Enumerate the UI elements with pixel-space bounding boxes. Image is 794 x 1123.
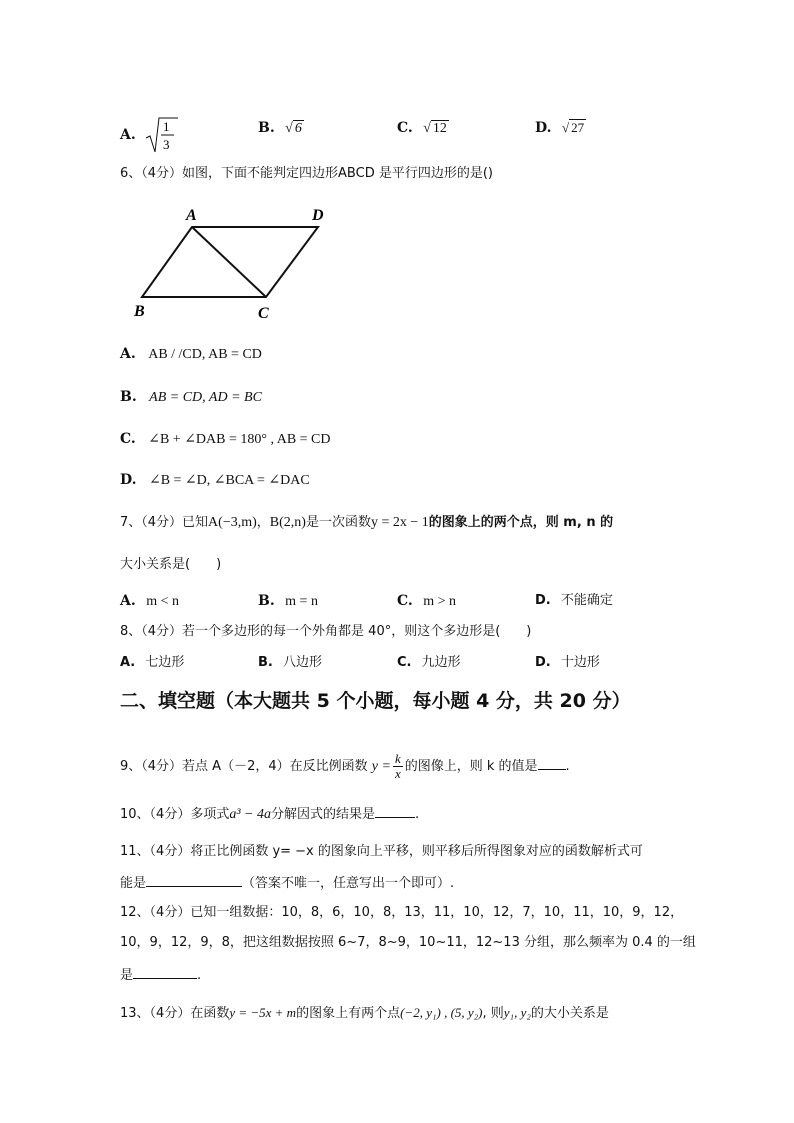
q10-end: . (415, 807, 420, 822)
linear-function: y = 2x − 1 (370, 515, 429, 530)
option-text: 不能确定 (560, 593, 613, 608)
q12-line3 (120, 964, 201, 986)
option-text: m = n (285, 594, 318, 609)
option-letter: A. (120, 655, 136, 670)
sqrt-expr: √ 6 (285, 121, 302, 136)
radicand: 6 (294, 121, 302, 136)
option-letter: D. (535, 120, 552, 136)
q5-option-a (120, 116, 178, 154)
q9-stem-b: 的图像上，则 k 的值是 (404, 759, 538, 774)
vertex-label-d: D (312, 207, 324, 224)
q7-option-d (535, 591, 613, 611)
q9-end: . (565, 759, 570, 774)
linear-function: y = −5x + m (229, 1005, 297, 1020)
q12-line3-a: 是 (120, 968, 134, 983)
option-text: ∠B + ∠DAB = 180° , AB = CD (148, 432, 331, 447)
option-letter: B. (258, 120, 275, 136)
option-text: m > n (423, 594, 457, 609)
q7-stem-line1 (120, 513, 613, 533)
option-letter: B. (258, 593, 275, 609)
q12-end: . (197, 968, 202, 983)
q12-line1: 12、（4分）已知一组数据：10，8，6，10，8，13，11，10，12，7，10，11，10，9，12， (120, 905, 684, 920)
q6-option-c (120, 429, 331, 450)
q11-line1: 11、（4分）将正比例函数 y= −x 的图象向上平移，则平移后所得图象对应的函数解析式可 (120, 844, 643, 859)
sqrt-one-third (144, 116, 178, 154)
fraction-k-over-x (393, 752, 403, 781)
q8-option-a (120, 653, 184, 673)
answer-blank[interactable] (133, 964, 197, 979)
q13-stem-c: , 则 (482, 1006, 504, 1021)
answer-blank[interactable] (538, 755, 566, 770)
q6-option-a (120, 344, 262, 365)
q5-option-d (535, 118, 586, 138)
option-letter: C. (397, 593, 413, 609)
svg-text:1: 1 (163, 119, 170, 134)
q6-option-d (120, 470, 310, 491)
option-text: AB = CD, AD = BC (149, 390, 262, 405)
q7-stem-c: 的图象上的两个点，则 m, n 的 (428, 515, 614, 530)
q7-stem-line2: 大小关系是( ) (120, 557, 222, 572)
q13-stem-d: 的大小关系是 (530, 1006, 609, 1021)
q9-stem-a: 9、（4分）若点 A（－2，4）在反比例函数 (120, 759, 368, 774)
q9-stem (120, 752, 570, 781)
q7-option-b (258, 591, 318, 612)
answer-blank[interactable] (146, 872, 242, 887)
option-letter: A. (120, 346, 136, 362)
option-letter: A. (120, 593, 136, 609)
denominator: x (394, 766, 401, 781)
q10-stem-b: 分解因式的结果是 (270, 807, 375, 822)
option-text: m < n (146, 594, 179, 609)
sqrt-expr: √ 12 (423, 121, 447, 136)
numerator: k (394, 751, 401, 766)
point-a: A(−3,m) (208, 515, 257, 530)
q7-stem-b: 是一次函数 (305, 515, 371, 530)
q11-line2-b: （答案不唯一，任意写出一个即可）. (242, 876, 455, 891)
q7-option-a (120, 591, 179, 612)
option-letter: D. (535, 593, 551, 608)
option-letter: D. (120, 472, 137, 488)
q13-stem (120, 1003, 609, 1024)
option-text: 十边形 (560, 655, 600, 670)
q7-stem-a: 7、（4分）已知 (120, 515, 209, 530)
vertex-label-c: C (258, 305, 269, 322)
option-text: 九边形 (421, 655, 461, 670)
q13-stem-b: 的图象上有两个点 (296, 1006, 401, 1021)
option-text: AB / /CD, AB = CD (148, 347, 262, 362)
option-letter: B. (120, 389, 137, 405)
option-text: 八边形 (283, 655, 323, 670)
y-variables: y₁, y₂ (503, 1005, 531, 1020)
y-equals: y = (371, 759, 391, 774)
point-b: B(2,n) (269, 515, 306, 530)
vertex-label-a: A (186, 207, 197, 224)
option-letter: C. (397, 655, 412, 670)
q11-line2 (120, 872, 454, 894)
q13-stem-a: 13、（4分）在函数 (120, 1006, 230, 1021)
sqrt-expr: √ 27 (561, 120, 585, 135)
q6-option-b (120, 387, 262, 408)
answer-blank[interactable] (375, 803, 415, 818)
option-letter: D. (535, 655, 551, 670)
q10-stem-a: 10、（4分）多项式 (120, 807, 230, 822)
option-text: ∠B = ∠D, ∠BCA = ∠DAC (148, 473, 310, 488)
vertex-label-b: B (134, 303, 145, 320)
parallelogram-figure (128, 200, 338, 325)
q11-line2-a: 能是 (120, 876, 147, 891)
q5-option-c (397, 118, 449, 139)
radicand: 12 (432, 121, 447, 136)
q7-option-c (397, 591, 456, 612)
option-letter: C. (397, 120, 413, 136)
radicand: 27 (571, 120, 585, 135)
q7-sep: ， (256, 515, 270, 530)
q8-option-c (397, 653, 461, 673)
option-letter: B. (258, 655, 273, 670)
q8-stem: 8、（4分）若一个多边形的每一个外角都是 40°，则这个多边形是( ) (120, 624, 532, 639)
q5-option-b (258, 118, 304, 139)
polynomial: a³ − 4a (229, 807, 271, 822)
q6-stem: 6、（4分）如图，下面不能判定四边形ABCD 是平行四边形的是() (120, 166, 493, 181)
section-title-fill-in: 二、填空题（本大题共 5 个小题，每小题 4 分，共 20 分） (120, 690, 631, 712)
q8-option-b (258, 653, 322, 673)
option-letter: C. (120, 431, 136, 447)
option-letter: A. (120, 127, 136, 143)
option-text: 七边形 (145, 655, 185, 670)
q10-stem (120, 803, 419, 825)
points-pair: (−2, y₁) , (5, y₂) (400, 1005, 483, 1020)
q12-line2: 10，9，12，9，8，把这组数据按照 6~7，8~9，10~11，12~13 分组，那么频率为 0.4 的一组 (120, 935, 696, 950)
q8-option-d (535, 653, 600, 673)
svg-text:3: 3 (163, 137, 170, 152)
